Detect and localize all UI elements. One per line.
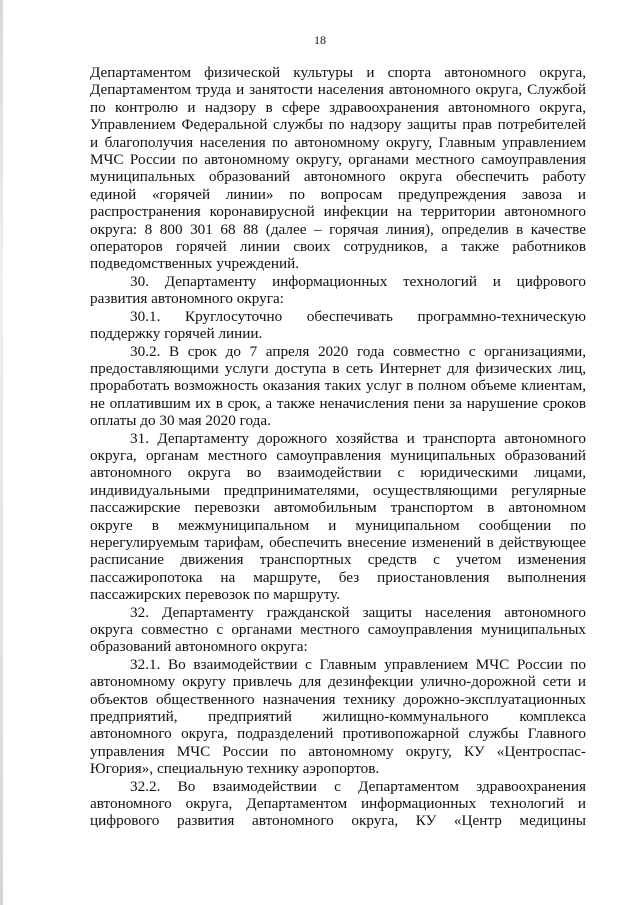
- text-line: 32.2. Во взаимодействии с Департаментом здравоохранения: [130, 777, 586, 795]
- text-line: поддержку горячей линии.: [90, 325, 263, 343]
- text-line: округе в межмуниципальном и муниципальном сообщении по: [90, 516, 586, 534]
- text-line: автономного округа, подразделений противопожарной службы Главного: [90, 725, 586, 743]
- text-line: Департаментом труда и занятости населения автономного округа, Службой: [90, 81, 586, 99]
- text-line: не оплатившим их в срок, а также неначисления пени за нарушение сроков: [90, 394, 586, 412]
- text-line: округа, органам местного самоуправления муниципальных образований: [90, 446, 586, 464]
- text-line: предприятий, предприятий жилищно-коммунального комплекса: [90, 708, 586, 726]
- text-line: 32. Департаменту гражданской защиты населения автономного: [130, 603, 586, 621]
- text-line: подведомственных учреждений.: [90, 255, 300, 273]
- text-line: по контролю и надзору в сфере здравоохранения автономного округа,: [90, 98, 586, 116]
- text-line: муниципальных образований автономного округа обеспечить работу: [90, 168, 586, 186]
- text-line: объектов общественного назначения технику дорожно-эксплуатационных: [90, 690, 586, 708]
- text-line: и благополучия населения по автономному округу, Главным управлением: [90, 133, 586, 151]
- scan-edge-shadow: [0, 0, 3, 905]
- text-line: пассажирских перевозок по маршруту.: [90, 586, 341, 604]
- text-line: операторов горячей линии своих сотрудников, а также работников: [90, 238, 586, 256]
- text-line: предоставляющими услуги доступа в сеть Интернет для физических лиц,: [90, 359, 586, 377]
- text-line: 30.2. В срок до 7 апреля 2020 года совместно с организациями,: [130, 342, 586, 360]
- text-line: Департаментом физической культуры и спорта автономного округа,: [90, 64, 586, 81]
- text-line: расписание движения транспортных средств с учетом изменения: [90, 551, 586, 569]
- text-line: распространения коронавирусной инфекции на территории автономного: [90, 203, 586, 221]
- text-line: 30. Департаменту информационных технологий и цифрового: [130, 272, 586, 290]
- text-line: развития автономного округа:: [90, 290, 284, 308]
- text-line: автономному округу привлечь для дезинфекции улично-дорожной сети и: [90, 673, 586, 691]
- text-line: нерегулируемым тарифам, обеспечить внесение изменений в действующее: [90, 533, 586, 551]
- text-line: управления МЧС России по автономному округу, КУ «Центроспас-: [90, 742, 586, 760]
- text-line: округа: 8 800 301 68 88 (далее – горячая линия), определив в качестве: [90, 220, 586, 238]
- text-line: автономного округа, Департаментом информационных технологий и: [90, 795, 586, 813]
- text-line: Управлением Федеральной службы по надзору защиты прав потребителей: [90, 116, 586, 134]
- text-line: единой «горячей линии» по вопросам предупреждения завоза и: [90, 185, 586, 203]
- text-line: Югория», специальную технику аэропортов.: [90, 760, 380, 778]
- text-line: пассажирские перевозки автомобильным транспортом в автономном: [90, 499, 586, 517]
- text-line: 30.1. Круглосуточно обеспечивать программно-техническую: [130, 307, 586, 325]
- text-line: округа совместно с органами местного самоуправления муниципальных: [90, 621, 586, 638]
- text-line: проработать возможность оказания таких услуг в полном объеме клиентам,: [90, 377, 586, 395]
- text-line: автономного округа во взаимодействии с юридическими лицами,: [90, 464, 586, 482]
- page-number: 18: [314, 33, 326, 47]
- text-line: индивидуальными предпринимателями, осуществляющими регулярные: [90, 481, 586, 499]
- text-line: МЧС России по автономному округу, органами местного самоуправления: [90, 151, 586, 169]
- text-line: образований автономного округа:: [90, 638, 308, 656]
- text-line: 31. Департаменту дорожного хозяйства и транспорта автономного: [130, 429, 586, 447]
- text-line: оплаты до 30 мая 2020 года.: [90, 412, 271, 430]
- text-line: пассажиропотока на маршруте, без приостановления выполнения: [90, 568, 586, 586]
- document-body: [90, 64, 586, 830]
- text-line: цифрового развития автономного округа, КУ «Центр медицины: [90, 812, 586, 830]
- text-line: 32.1. Во взаимодействии с Главным управлением МЧС России по: [130, 655, 586, 673]
